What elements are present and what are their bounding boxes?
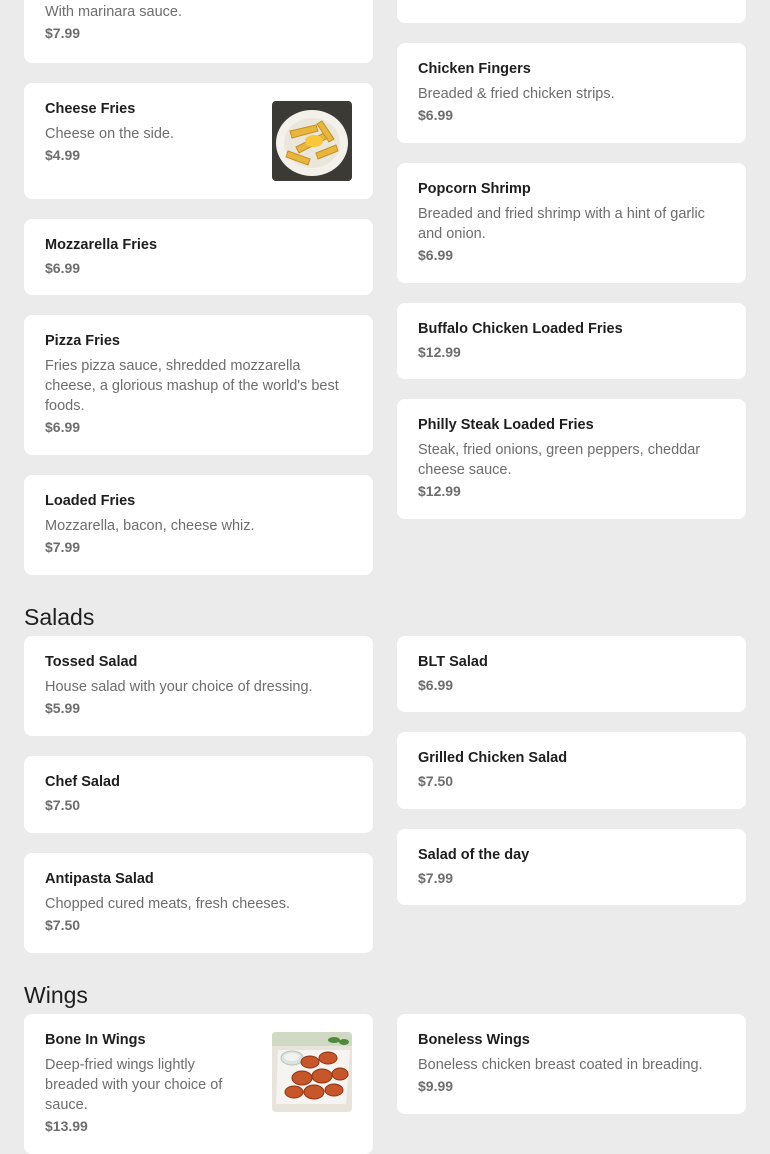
item-description: House salad with your choice of dressing. (45, 679, 313, 695)
item-price: $7.50 (45, 797, 81, 813)
item-name: Salad of the day (418, 847, 530, 863)
item-name: Loaded Fries (45, 493, 136, 509)
menu-item-card[interactable] (24, 219, 373, 295)
wings-photo[interactable] (272, 1032, 352, 1112)
item-name: Tossed Salad (45, 654, 138, 670)
item-price: $6.99 (45, 419, 81, 435)
item-price: $12.99 (418, 483, 461, 499)
item-name: Antipasta Salad (45, 871, 154, 887)
item-description: Breaded and fried shrimp with a hint of garlic and onion. (418, 206, 705, 242)
item-description: Mozzarella, bacon, cheese whiz. (45, 518, 255, 534)
item-name: Cheese Fries (45, 101, 136, 117)
item-description: Chopped cured meats, fresh cheeses. (45, 896, 291, 912)
menu-item-card[interactable] (24, 853, 373, 953)
item-price: $4.99 (45, 147, 81, 163)
item-name: Chicken Fingers (418, 61, 531, 77)
item-description: Cheese on the side. (45, 126, 174, 142)
item-price: $5.99 (45, 700, 81, 716)
item-price: $6.99 (418, 247, 454, 263)
item-description: With marinara sauce. (45, 4, 182, 20)
menu-item-card[interactable] (397, 636, 746, 712)
menu-item-card[interactable] (397, 43, 746, 143)
menu-item-card[interactable] (24, 0, 373, 63)
menu-item-card[interactable] (397, 163, 746, 283)
menu-item-card[interactable] (24, 315, 373, 455)
section-title-wings: Wings (24, 982, 88, 1008)
item-price: $6.99 (418, 677, 454, 693)
item-price: $6.99 (418, 107, 454, 123)
item-name: Popcorn Shrimp (418, 181, 531, 197)
menu-item-card[interactable] (24, 475, 373, 575)
item-price: $7.50 (418, 773, 454, 789)
item-name: BLT Salad (418, 654, 488, 670)
item-price: $13.99 (45, 1118, 88, 1134)
menu-item-card[interactable] (397, 829, 746, 905)
cheese-fries-photo[interactable] (272, 101, 352, 181)
item-price: $12.99 (418, 344, 461, 360)
item-name: Pizza Fries (45, 333, 120, 349)
item-name: Buffalo Chicken Loaded Fries (418, 321, 623, 337)
item-price: $7.99 (418, 870, 454, 886)
menu-item-card[interactable] (24, 636, 373, 736)
item-price: $7.99 (45, 539, 81, 555)
menu-item-card[interactable] (397, 303, 746, 379)
item-description: Steak, fried onions, green peppers, cheddar cheese sauce. (418, 442, 701, 478)
item-description: Deep-fried wings lightly breaded with your choice of sauce. (45, 1057, 223, 1113)
item-name: Mozzarella Fries (45, 237, 158, 253)
menu-item-card[interactable] (24, 756, 373, 833)
item-description: Fries pizza sauce, shredded mozzarella cheese, a glorious mashup of the world's best foods. (45, 358, 339, 414)
item-price: $7.50 (45, 917, 81, 933)
section-title-salads: Salads (24, 604, 95, 630)
menu-item-card[interactable] (397, 399, 746, 519)
menu-item-card-partial[interactable] (397, 0, 746, 23)
item-name: Grilled Chicken Salad (418, 750, 568, 766)
item-name: Chef Salad (45, 774, 120, 790)
menu-item-card[interactable] (397, 1014, 746, 1114)
item-name: Philly Steak Loaded Fries (418, 417, 594, 433)
item-description: Breaded & fried chicken strips. (418, 86, 615, 102)
menu-item-card[interactable] (397, 732, 746, 809)
item-price: $7.99 (45, 25, 81, 41)
item-price: $6.99 (45, 260, 81, 276)
item-name: Boneless Wings (418, 1032, 530, 1048)
item-description: Boneless chicken breast coated in breading. (418, 1057, 703, 1073)
menu-item-card[interactable] (24, 83, 373, 199)
menu-item-card[interactable] (24, 1014, 373, 1154)
item-name: Bone In Wings (45, 1032, 146, 1048)
item-price: $9.99 (418, 1078, 454, 1094)
